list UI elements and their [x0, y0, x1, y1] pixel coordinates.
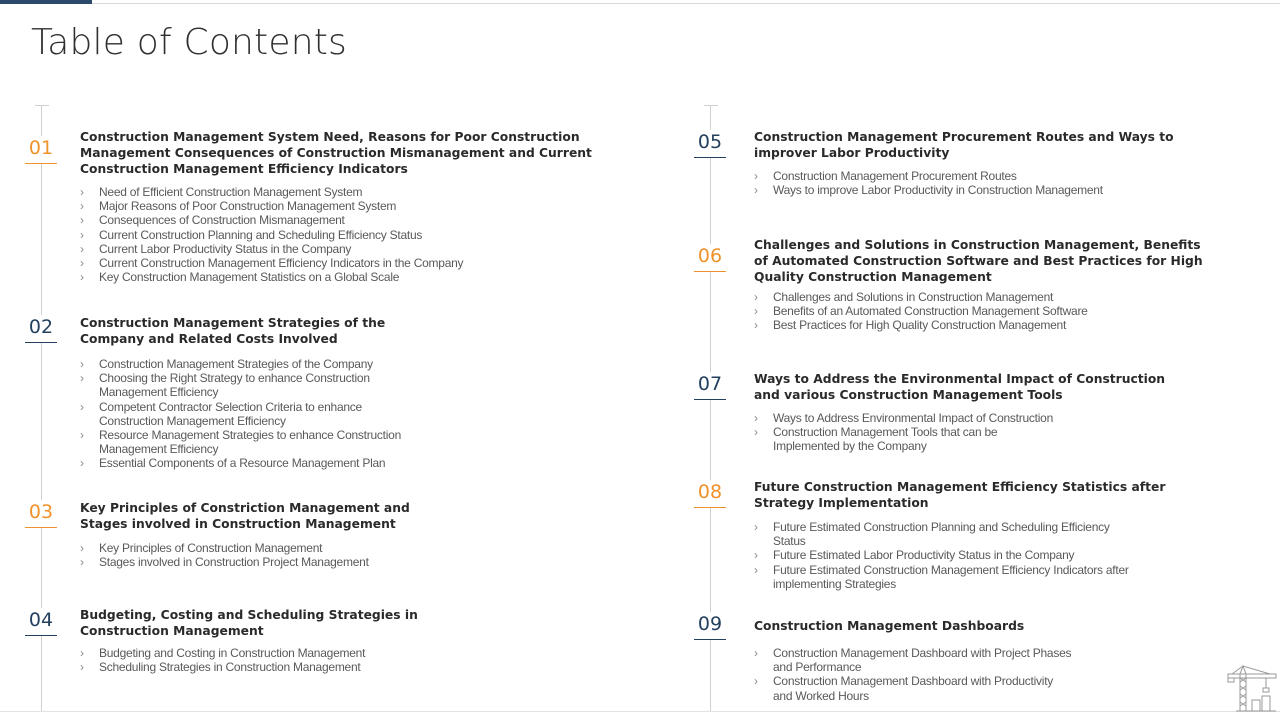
list-item: › Key Principles of Construction Management [80, 541, 323, 555]
chevron-right-icon: › [754, 562, 758, 577]
chevron-right-icon: › [754, 318, 758, 333]
section-heading: Future Construction Management Efficiency Statistics after Strategy Implementation [754, 480, 1166, 510]
timeline-left-cap [35, 105, 49, 106]
section-number: 06 [694, 244, 726, 272]
section-heading: Construction Management Strategies of the Company and Related Costs Involved [80, 316, 386, 346]
section-number: 07 [694, 372, 726, 400]
list-item: › Future Estimated Labor Productivity Status in the Company [754, 548, 1075, 563]
section-items [754, 411, 1054, 454]
list-item: › Ways to Address Environmental Impact of Construction [754, 411, 1054, 425]
section-items [754, 290, 1194, 333]
chevron-right-icon: › [80, 399, 84, 414]
chevron-right-icon: › [80, 213, 84, 228]
list-item: › Benefits of an Automated Construction Management Software [754, 304, 1088, 319]
section-heading: Construction Management Procurement Routes and Ways to improver Labor Productivity [754, 130, 1174, 160]
section-number: 01 [25, 136, 57, 164]
chevron-right-icon: › [754, 674, 758, 689]
section-heading: Budgeting, Costing and Scheduling Strategies in Construction Management [80, 608, 418, 638]
list-item: › Competent Contractor Selection Criteria to enhance Construction Management Efficiency [80, 399, 362, 428]
list-item: › Scheduling Strategies in Construction Management [80, 660, 361, 675]
section-items [754, 169, 1194, 197]
section-heading: Construction Management Dashboards [754, 619, 1025, 633]
top-accent-bar [0, 0, 92, 4]
section-items [754, 646, 1074, 703]
section-heading: Ways to Address the Environmental Impact of Construction and various Construction Management Tools [754, 372, 1166, 402]
chevron-right-icon: › [754, 411, 758, 425]
section-heading: Construction Management System Need, Reasons for Poor Construction Management Consequences of Construction Mismanagement and Current Construction Management Efficiency Indicators [80, 130, 592, 176]
section-number: 05 [694, 130, 726, 158]
chevron-right-icon: › [80, 555, 84, 570]
chevron-right-icon: › [754, 290, 758, 304]
list-item: › Current Construction Management Efficiency Indicators in the Company [80, 256, 464, 271]
page-title: Table of Contents [31, 22, 348, 63]
section-heading: Key Principles of Constriction Management and Stages involved in Construction Management [80, 501, 410, 531]
list-item: › Major Reasons of Poor Construction Management System [80, 199, 397, 214]
list-item: › Best Practices for High Quality Construction Management [754, 318, 1067, 333]
chevron-right-icon: › [80, 357, 84, 371]
chevron-right-icon: › [80, 256, 84, 271]
bottom-divider [0, 711, 1280, 712]
chevron-right-icon: › [80, 456, 84, 471]
list-item: › Stages involved in Construction Project Management [80, 555, 369, 570]
section-items [80, 541, 500, 569]
section-number: 04 [25, 608, 57, 636]
list-item: › Choosing the Right Strategy to enhance Construction Management Efficiency [80, 371, 370, 400]
chevron-right-icon: › [80, 227, 84, 242]
list-item: › Construction Management Dashboard with Productivity and Worked Hours [754, 674, 1054, 703]
list-item: › Consequences of Construction Mismanagement [80, 213, 345, 228]
section-number: 08 [694, 480, 726, 508]
chevron-right-icon: › [80, 660, 84, 675]
list-item: › Current Construction Planning and Scheduling Efficiency Status [80, 227, 423, 242]
chevron-right-icon: › [754, 425, 758, 440]
section-items [80, 185, 640, 284]
chevron-right-icon: › [754, 304, 758, 319]
list-item: › Budgeting and Costing in Construction Management [80, 646, 366, 660]
list-item: › Construction Management Procurement Routes [754, 169, 1017, 183]
list-item: › Construction Management Dashboard with Project Phases and Performance [754, 646, 1072, 675]
section-heading: Challenges and Solutions in Construction Management, Benefits of Automated Construction Software and Best Practices for High Quality Construction Management [754, 238, 1203, 284]
timeline-right-cap [704, 105, 718, 106]
list-item: › Need of Efficient Construction Management System [80, 185, 363, 199]
chevron-right-icon: › [80, 241, 84, 256]
list-item: › Ways to improve Labor Productivity in Construction Management [754, 183, 1103, 198]
section-number: 02 [25, 315, 57, 343]
list-item: › Future Estimated Construction Management Efficiency Indicators after implementing Strategies [754, 562, 1129, 591]
chevron-right-icon: › [80, 371, 84, 386]
chevron-right-icon: › [754, 169, 758, 183]
list-item: › Essential Components of a Resource Management Plan [80, 456, 386, 471]
chevron-right-icon: › [754, 183, 758, 198]
chevron-right-icon: › [754, 548, 758, 563]
list-item: › Key Construction Management Statistics on a Global Scale [80, 270, 400, 285]
chevron-right-icon: › [754, 520, 758, 534]
chevron-right-icon: › [80, 270, 84, 285]
section-number: 09 [694, 612, 726, 640]
list-item: › Construction Management Strategies of the Company [80, 357, 373, 371]
chevron-right-icon: › [80, 646, 84, 660]
chevron-right-icon: › [80, 428, 84, 443]
list-item: › Resource Management Strategies to enhance Construction Management Efficiency [80, 428, 402, 457]
section-items [80, 646, 500, 674]
crane-icon [1226, 664, 1278, 712]
section-items [754, 520, 1129, 591]
list-item: › Construction Management Tools that can be Implemented by the Company [754, 425, 998, 454]
chevron-right-icon: › [80, 185, 84, 199]
list-item: › Challenges and Solutions in Construction Management [754, 290, 1054, 304]
section-number: 03 [25, 500, 57, 528]
chevron-right-icon: › [80, 199, 84, 214]
chevron-right-icon: › [754, 646, 758, 660]
chevron-right-icon: › [80, 541, 84, 555]
section-items [80, 357, 425, 471]
list-item: › Future Estimated Construction Planning and Scheduling Efficiency Status [754, 520, 1110, 549]
top-divider [0, 3, 1280, 4]
list-item: › Current Labor Productivity Status in the Company [80, 241, 352, 256]
